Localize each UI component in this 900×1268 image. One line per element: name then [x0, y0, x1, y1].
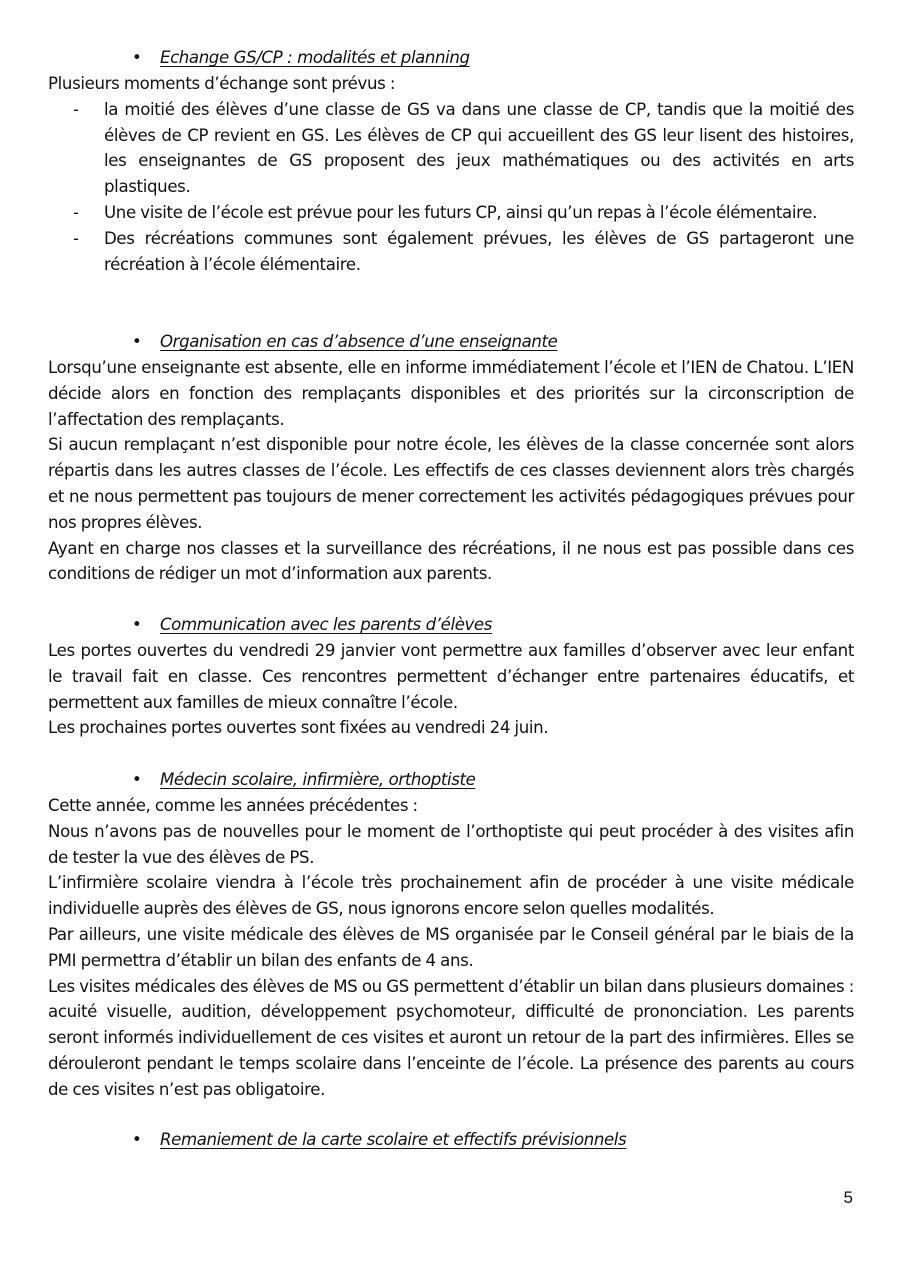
paragraph: Ayant en charge nos classes et la surveillance des récréations, il ne nous est pas possible dans ces conditions de rédiger un mot d’information aux parents. [48, 538, 854, 584]
section-heading-carte-scolaire [132, 1127, 626, 1153]
section-title: Remaniement de la carte scolaire et effectifs prévisionnels [160, 1130, 627, 1149]
list-item-text: la moitié des élèves d’une classe de GS va dans une classe de CP, tandis que la moitié des élèves de CP revient en GS. Les élèves de CP qui accueillent des GS leur lisent des histoires, les enseignantes de GS proposent des jeux mathématiques ou des activités en arts plastiques. [104, 99, 854, 197]
section-heading-absence [132, 329, 557, 355]
section-title: Médecin scolaire, infirmière, orthoptiste [160, 770, 476, 789]
bullet-icon: • [132, 48, 142, 67]
list-item [48, 226, 854, 278]
bullet-icon: • [132, 332, 142, 351]
section-title: Communication avec les parents d’élèves [160, 615, 492, 634]
section-body-communication [48, 638, 854, 741]
paragraph: Nous n’avons pas de nouvelles pour le moment de l’orthoptiste qui peut procéder à des visites afin de tester la vue des élèves de PS. [48, 821, 854, 867]
section-body-echange [48, 71, 854, 277]
dash-icon: - [73, 228, 79, 248]
paragraph: L’infirmière scolaire viendra à l’école très prochainement afin de procéder à une visite médicale individuelle auprès des élèves de GS, nous ignorons encore selon quelles modalités. [48, 873, 854, 919]
section-body-absence [48, 355, 854, 587]
list-item-text: Des récréations communes sont également prévues, les élèves de GS partageront une récréation à l’école élémentaire. [104, 228, 854, 274]
section-heading-echange [132, 45, 470, 71]
section-body-medecin [48, 793, 854, 1103]
section-intro: Plusieurs moments d’échange sont prévus : [48, 74, 396, 93]
bullet-icon: • [132, 770, 142, 789]
section-title: Organisation en cas d’absence d’une enseignante [160, 332, 558, 351]
exchange-list [48, 97, 854, 278]
section-title: Echange GS/CP : modalités et planning [160, 48, 470, 67]
list-item-text: Une visite de l’école est prévue pour les futurs CP, ainsi qu’un repas à l’école élémentaire. [104, 202, 818, 222]
bullet-icon: • [132, 615, 142, 634]
paragraph: Cette année, comme les années précédentes : [48, 796, 418, 815]
bullet-icon: • [132, 1130, 142, 1149]
page-number: 5 [843, 1188, 853, 1207]
paragraph: Les visites médicales des élèves de MS ou GS permettent d’établir un bilan dans plusieurs domaines : acuité visuelle, audition, développement psychomoteur, difficulté de prononciation. Les parents seront informés individuellement de ces visites et auront un retour de la part des infirmières. Elles se dérouleront pendant le temps scolaire dans l’enceinte de l’école. La présence des parents au cours de ces visites n’est pas obligatoire. [48, 976, 854, 1099]
section-heading-communication [132, 612, 492, 638]
section-heading-medecin [132, 767, 475, 793]
paragraph: Si aucun remplaçant n’est disponible pour notre école, les élèves de la classe concernée sont alors répartis dans les autres classes de l’école. Les effectifs de ces classes deviennent alors très chargés et ne nous permettent pas toujours de mener correctement les activités pédagogiques prévues pour nos propres élèves. [48, 435, 854, 532]
dash-icon: - [73, 99, 79, 119]
paragraph: Lorsqu’une enseignante est absente, elle en informe immédiatement l’école et l’IEN de Chatou. L’IEN décide alors en fonction des remplaçants disponibles et des priorités sur la circonscription de l’affectation des remplaçants. [48, 358, 854, 429]
paragraph: Les portes ouvertes du vendredi 29 janvier vont permettre aux familles d’observer avec leur enfant le travail fait en classe. Ces rencontres permettent d’échanger entre partenaires éducatifs, et permettent aux familles de mieux connaître l’école. [48, 641, 854, 712]
list-item [48, 200, 854, 226]
paragraph: Par ailleurs, une visite médicale des élèves de MS organisée par le Conseil général par le biais de la PMI permettra d’établir un bilan des enfants de 4 ans. [48, 924, 854, 970]
paragraph: Les prochaines portes ouvertes sont fixées au vendredi 24 juin. [48, 718, 549, 738]
list-item [48, 97, 854, 200]
dash-icon: - [73, 202, 79, 222]
